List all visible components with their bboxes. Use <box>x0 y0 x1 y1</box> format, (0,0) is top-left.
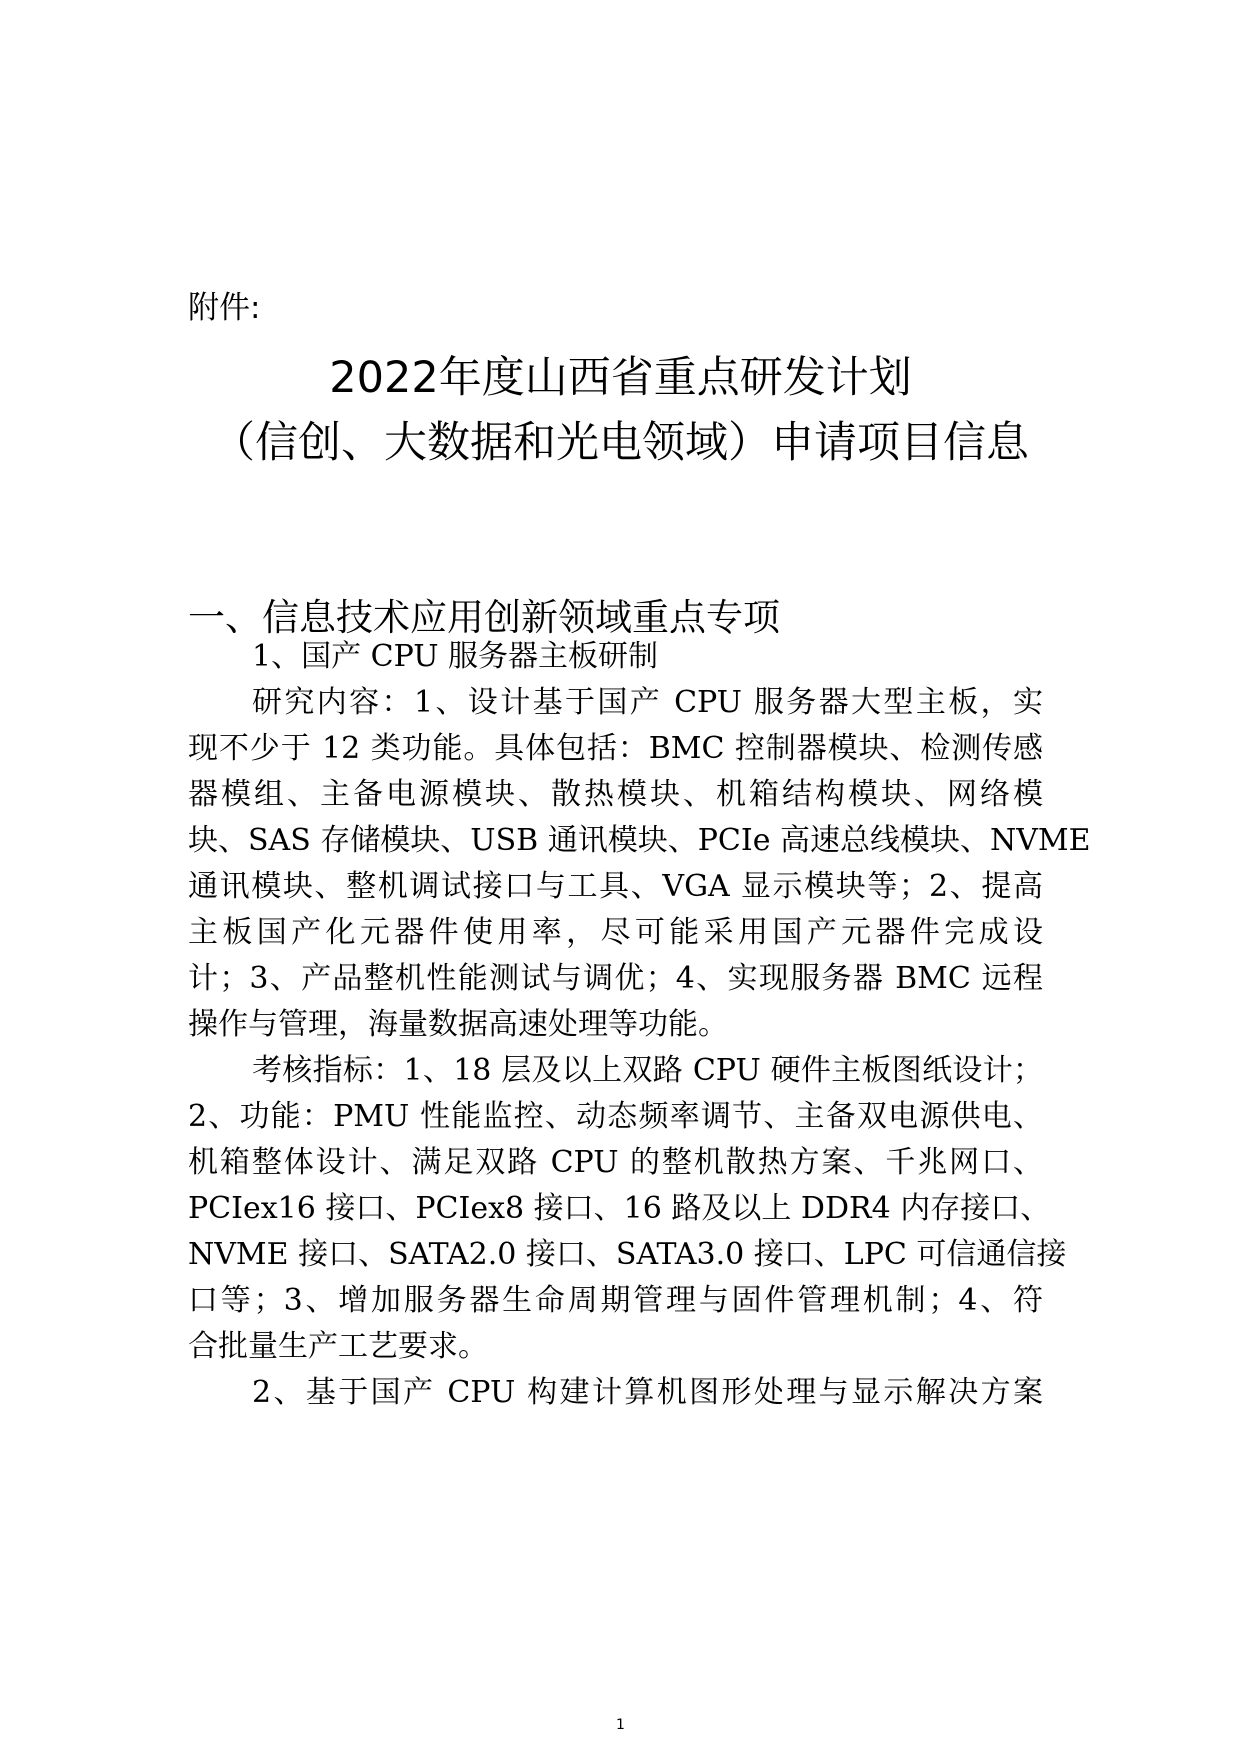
item-1-assessment-line: 口等；3、增加服务器生命周期管理与固件管理机制；4、符 <box>188 1283 1043 1318</box>
section-heading: 一、信息技术应用创新领域重点专项 <box>188 596 780 639</box>
item-1-assessment-line: 机箱整体设计、满足双路 CPU 的整机散热方案、千兆网口、 <box>188 1145 1043 1180</box>
item-2-heading: 2、基于国产 CPU 构建计算机图形处理与显示解决方案 <box>252 1375 1043 1410</box>
item-1-assessment-line: 考核指标：1、18 层及以上双路 CPU 硬件主板图纸设计； <box>252 1053 1043 1088</box>
item-1-research-line: 通讯模块、整机调试接口与工具、VGA 显示模块等；2、提高 <box>188 869 1043 904</box>
document-title-line-2: （信创、大数据和光电领域）申请项目信息 <box>212 418 1029 468</box>
item-1-assessment-line: PCIex16 接口、PCIex8 接口、16 路及以上 DDR4 内存接口、 <box>188 1191 1051 1226</box>
item-1-assessment-line: NVME 接口、SATA2.0 接口、SATA3.0 接口、LPC 可信通信接 <box>188 1237 1067 1272</box>
item-1-research-line: 计；3、产品整机性能测试与调优；4、实现服务器 BMC 远程 <box>188 961 1043 996</box>
item-1-heading: 1、国产 CPU 服务器主板研制 <box>252 639 659 674</box>
attachment-label: 附件: <box>188 290 261 326</box>
item-1-assessment-line: 合批量生产工艺要求。 <box>188 1329 488 1364</box>
item-1-research-line: 主板国产化元器件使用率，尽可能采用国产元器件完成设 <box>188 915 1043 950</box>
item-1-assessment-line: 2、功能：PMU 性能监控、动态频率调节、主备双电源供电、 <box>188 1099 1043 1134</box>
item-1-research-line: 操作与管理，海量数据高速处理等功能。 <box>188 1007 728 1042</box>
item-1-research-line: 研究内容：1、设计基于国产 CPU 服务器大型主板，实 <box>252 685 1043 720</box>
item-1-research-line: 器模组、主备电源模块、散热模块、机箱结构模块、网络模 <box>188 777 1043 812</box>
item-1-research-line: 现不少于 12 类功能。具体包括：BMC 控制器模块、检测传感 <box>188 731 1043 766</box>
item-1-research-line: 块、SAS 存储模块、USB 通讯模块、PCIe 高速总线模块、NVME <box>188 823 1091 858</box>
document-title-line-1: 2022年度山西省重点研发计划 <box>329 353 912 403</box>
page-number: 1 <box>616 1717 625 1733</box>
